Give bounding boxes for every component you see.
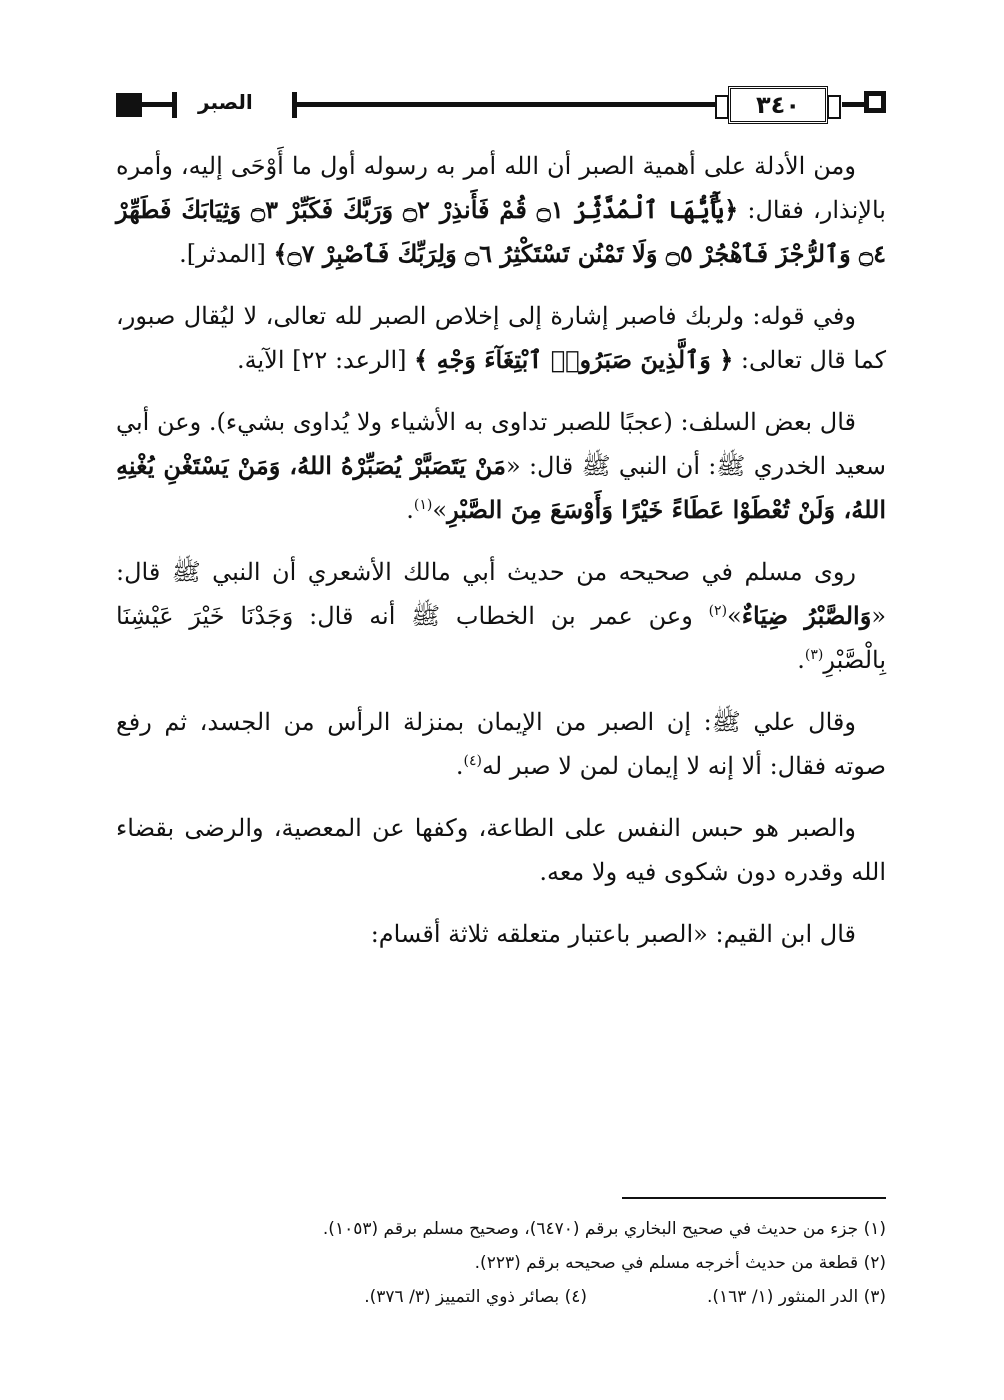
paragraph — [116, 294, 886, 382]
footnotes — [116, 1212, 886, 1314]
page-number: ٣٤٠ — [728, 86, 828, 124]
footnote-separator — [622, 1197, 886, 1199]
footnote-4: (٤) بصائر ذوي التمييز (٣/ ٣٧٦). — [364, 1287, 587, 1307]
surah-reference: [المدثر]. — [179, 240, 274, 268]
punctuation: . — [797, 646, 805, 674]
header-bar — [172, 92, 177, 118]
header-rule — [842, 102, 864, 107]
paragraph-text: ومن الأدلة على أهمية الصبر أن الله أمر به رسوله أول ما أَوْحَى إليه، وأمره بالإنذار، فقال: — [116, 152, 886, 224]
page-header — [116, 86, 886, 126]
footnote-row — [116, 1280, 886, 1314]
running-title: الصبر — [188, 90, 263, 114]
header-ornament-right-square — [864, 91, 886, 113]
hadith-text: مَنْ يَتَصَبَّرْ يُصَبِّرْهُ اللهُ، وَمَنْ يَسْتَغْنِ يُغْنِهِ اللهُ، وَلَنْ تُعْطَوْا عَطَاءً خَيْرًا وَأَوْسَعَ مِنَ الصَّبْرِ — [116, 451, 886, 524]
footnote-2: (٢) قطعة من حديث أخرجه مسلم في صحيحه برقم (٢٢٣). — [474, 1253, 886, 1273]
quote-close: » — [727, 602, 742, 630]
footnote-marker[interactable]: (١) — [413, 497, 433, 513]
paragraph-text: وعن عمر بن الخطاب ﷺ أنه قال: وَجَدْنَا خَيْرَ عَيْشِنَا بِالْصَّبْرِ — [116, 602, 886, 674]
paragraph — [116, 806, 886, 894]
header-rule-long — [297, 102, 727, 107]
quran-verse: ﴿يَٰٓأَيُّهَا ٱلْمُدَّثِّرُ ۝١ قُمْ فَأَنذِرْ ۝٢ وَرَبَّكَ فَكَبِّرْ ۝٣ وَثِيَابَكَ فَطَهِّرْ ۝٤ وَٱلرُّجْزَ فَٱهْجُرْ ۝٥ وَلَا تَمْنُن تَسْتَكْثِرُ ۝٦ وَلِرَبِّكَ فَٱصْبِرْ ۝٧﴾ — [116, 195, 886, 268]
paragraph-text: والصبر هو حبس النفس على الطاعة، وكفها عن المعصية، والرضى بقضاء الله وقدره دون شكوى فيه ولا معه. — [116, 814, 886, 886]
punctuation: . — [406, 496, 414, 524]
paragraph-text: وقال علي ﷺ: إن الصبر من الإيمان بمنزلة الرأس من الجسد، ثم رفع صوته فقال: ألا إنه لا إيمان لمن لا صبر له — [116, 708, 886, 780]
quran-verse: ﴿ وَٱلَّذِينَ صَبَرُوا۟ ٱبْتِغَآءَ وَجْهِ ﴾ — [414, 345, 734, 374]
header-rule — [142, 102, 172, 107]
paragraph — [116, 144, 886, 276]
paragraph — [116, 912, 886, 956]
page-body — [116, 144, 886, 962]
paragraph — [116, 550, 886, 682]
paragraph-text: روى مسلم في صحيحه من حديث أبي مالك الأشعري أن النبي ﷺ قال: « — [116, 558, 886, 630]
footnote-marker[interactable]: (٢) — [708, 603, 728, 619]
quote-close: » — [432, 496, 448, 524]
hadith-text: وَالصَّبْرُ ضِيَاءٌ — [741, 601, 872, 630]
paragraph-text: قال ابن القيم: «الصبر باعتبار متعلقه ثلاثة أقسام: — [370, 920, 856, 948]
paragraph — [116, 400, 886, 532]
paragraph-text: قال بعض السلف: (عجبًا للصبر تداوى به الأشياء ولا يُداوى بشيء). وعن أبي سعيد الخدري ﷺ: أن النبي ﷺ قال: « — [116, 408, 886, 480]
footnote-1: (١) جزء من حديث في صحيح البخاري برقم (٦٤٧٠)، وصحيح مسلم برقم (١٠٥٣). — [322, 1219, 886, 1239]
paragraph-text: وفي قوله: ولربك فاصبر إشارة إلى إخلاص الصبر لله تعالى، لا ليُقال صبور، كما قال تعالى: — [116, 302, 886, 374]
footnote-marker[interactable]: (٣) — [804, 647, 824, 663]
paragraph — [116, 700, 886, 788]
footnote-marker[interactable]: (٤) — [463, 753, 482, 769]
punctuation: . — [455, 752, 464, 780]
surah-reference: [الرعد: ٢٢] الآية. — [237, 346, 415, 374]
header-ornament-left-block — [116, 93, 142, 117]
footnote-3: (٣) الدر المنثور (١/ ١٦٣). — [706, 1287, 886, 1307]
